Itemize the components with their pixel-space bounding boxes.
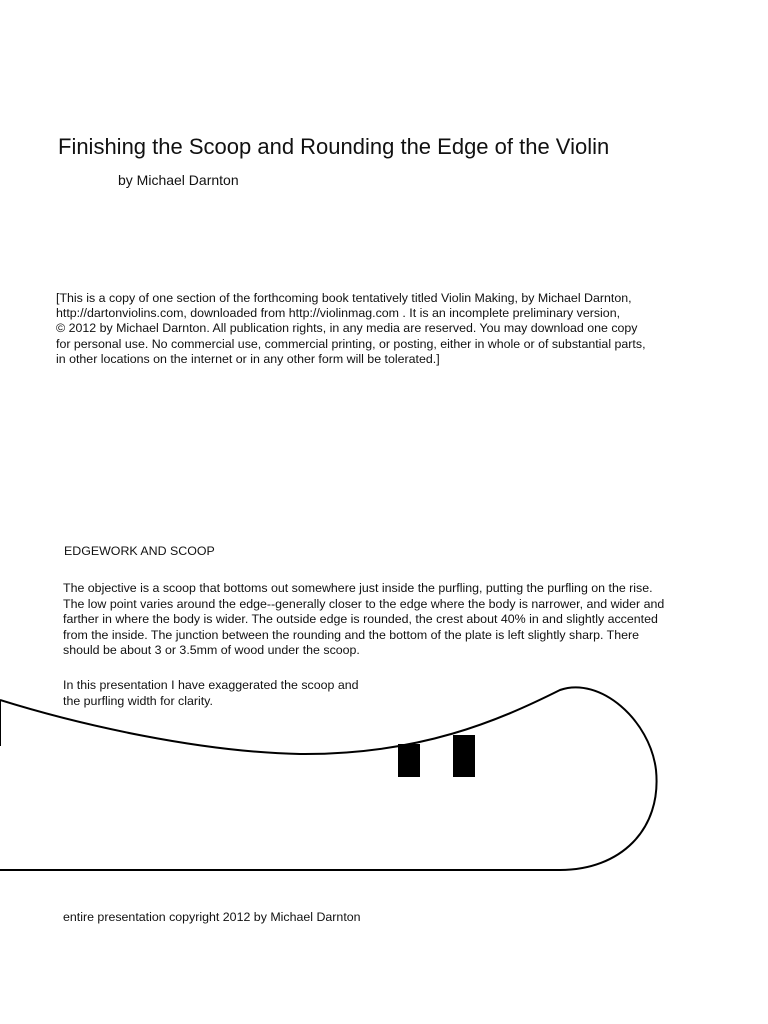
purfling-strip-inner <box>398 744 420 777</box>
notice-line: © 2012 by Michael Darnton. All publication rights, in any media are reserved. You may download one copy <box>56 321 638 336</box>
body-line: should be about 3 or 3.5mm of wood under the scoop. <box>63 643 360 658</box>
purfling-strip-outer <box>453 735 475 777</box>
plate-outline <box>0 687 657 870</box>
section-heading: EDGEWORK AND SCOOP <box>64 544 215 558</box>
notice-line: http://dartonviolins.com, downloaded from http://violinmag.com . It is an incomplete preliminary version, <box>56 306 621 321</box>
diagram-caption <box>63 678 359 709</box>
edge-cross-section-diagram <box>0 680 768 880</box>
body-paragraph <box>63 581 753 659</box>
body-line: from the inside. The junction between the rounding and the bottom of the plate is left slightly sharp. There <box>63 627 640 642</box>
caption-line: In this presentation I have exaggerated the scoop and <box>63 678 359 692</box>
copyright-notice <box>56 291 756 367</box>
notice-line: for personal use. No commercial use, commercial printing, or posting, either in whole or of substantial parts, <box>56 336 646 351</box>
notice-line: [This is a copy of one section of the forthcoming book tentatively titled Violin Making, by Michael Darnton, <box>56 291 632 305</box>
author-byline: by Michael Darnton <box>118 172 239 188</box>
footer-copyright: entire presentation copyright 2012 by Michael Darnton <box>63 910 361 924</box>
caption-line: the purfling width for clarity. <box>63 693 213 708</box>
document-title: Finishing the Scoop and Rounding the Edge of the Violin <box>58 134 610 159</box>
notice-line: in other locations on the internet or in any other form will be tolerated.] <box>56 351 440 366</box>
body-line: The low point varies around the edge--generally closer to the edge where the body is narrower, and wider and <box>63 596 665 611</box>
body-line: The objective is a scoop that bottoms out somewhere just inside the purfling, putting the purfling on the rise. <box>63 581 653 595</box>
body-line: farther in where the body is wider. The outside edge is rounded, the crest about 40% in and slightly accented <box>63 612 658 627</box>
